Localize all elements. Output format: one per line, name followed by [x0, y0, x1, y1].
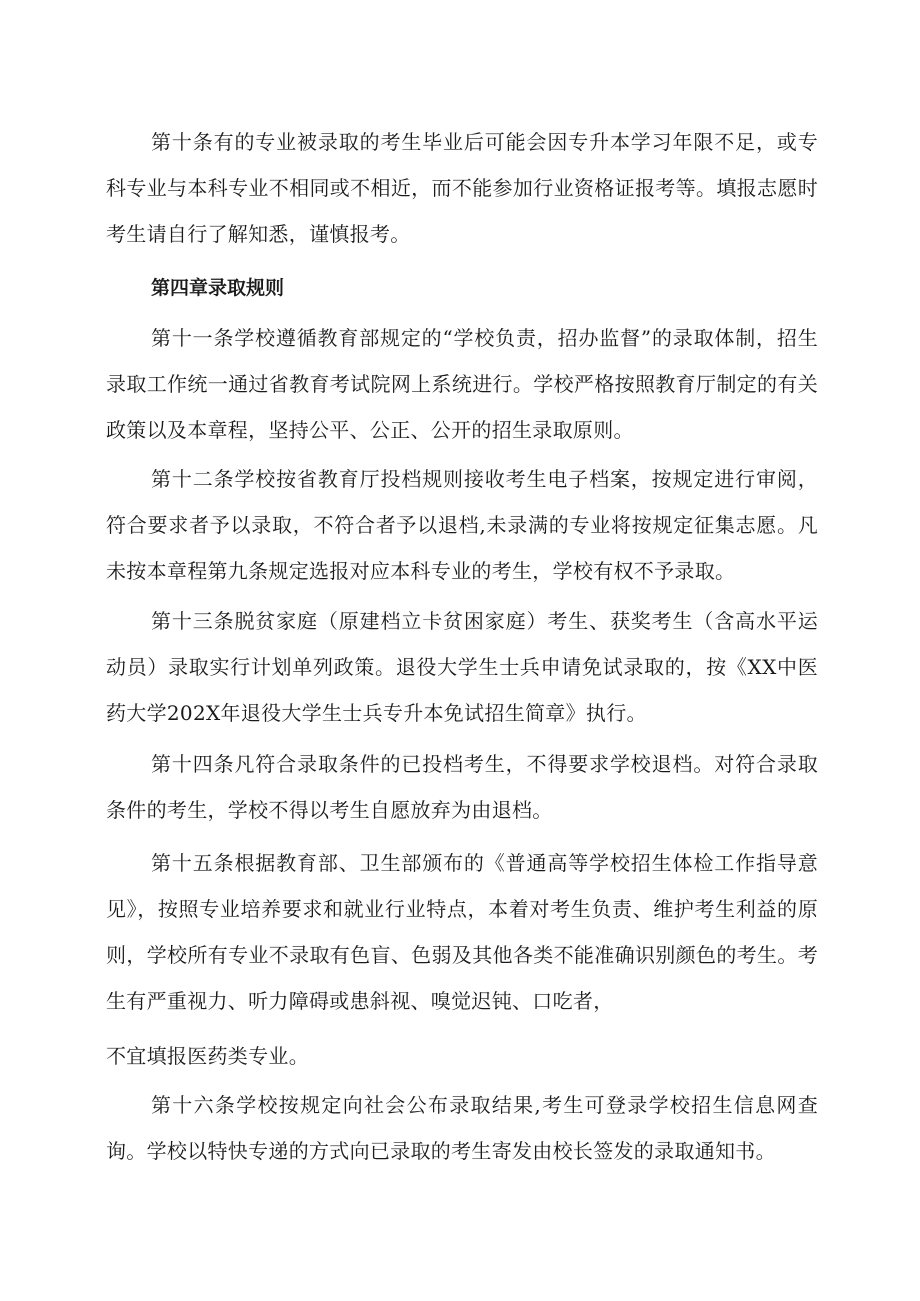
article-12-paragraph: 第十二条学校按省教育厅投档规则接收考生电子档案，按规定进行审阅，符合要求者予以录取，不符合者予以退档,未录满的专业将按规定征集志愿。凡未按本章程第九条规定选报对应本科专业的考生，学校有权不予录取。 — [106, 467, 818, 583]
article-16-paragraph: 第十六条学校按规定向社会公布录取结果,考生可登录学校招生信息网查询。学校以特快专递的方式向已录取的考生寄发由校长签发的录取通知书。 — [106, 1093, 818, 1163]
article-13-paragraph: 第十三条脱贫家庭（原建档立卡贫困家庭）考生、获奖考生（含高水平运动员）录取实行计划单列政策。退役大学生士兵申请免试录取的，按《XX中医药大学202X年退役大学生士兵专升本免试招生简章》执行。 — [106, 609, 818, 725]
article-14-paragraph: 第十四条凡符合录取条件的已投档考生，不得要求学校退档。对符合录取条件的考生，学校不得以考生自愿放弃为由退档。 — [106, 752, 818, 822]
article-11-paragraph: 第十一条学校遵循教育部规定的“学校负责，招办监督”的录取体制，招生录取工作统一通过省教育考试院网上系统进行。学校严格按照教育厅制定的有关政策以及本章程，坚持公平、公正、公开的招生录取原则。 — [106, 326, 818, 442]
article-15-paragraph: 第十五条根据教育部、卫生部颁布的《普通高等学校招生体检工作指导意见》，按照专业培养要求和就业行业特点，本着对考生负责、维护考生利益的原则，学校所有专业不录取有色盲、色弱及其他各类不能准确识别颜色的考生。考生有严重视力、听力障碍或患斜视、嗅觉迟钝、口吃者， — [106, 851, 818, 1013]
article-15-continuation: 不宜填报医药类专业。 — [106, 1044, 309, 1068]
article-10-paragraph: 第十条有的专业被录取的考生毕业后可能会因专升本学习年限不足，或专科专业与本科专业不相同或不相近，而不能参加行业资格证报考等。填报志愿时考生请自行了解知悉，谨慎报考。 — [106, 130, 818, 246]
chapter-4-heading: 第四章录取规则 — [151, 277, 285, 299]
